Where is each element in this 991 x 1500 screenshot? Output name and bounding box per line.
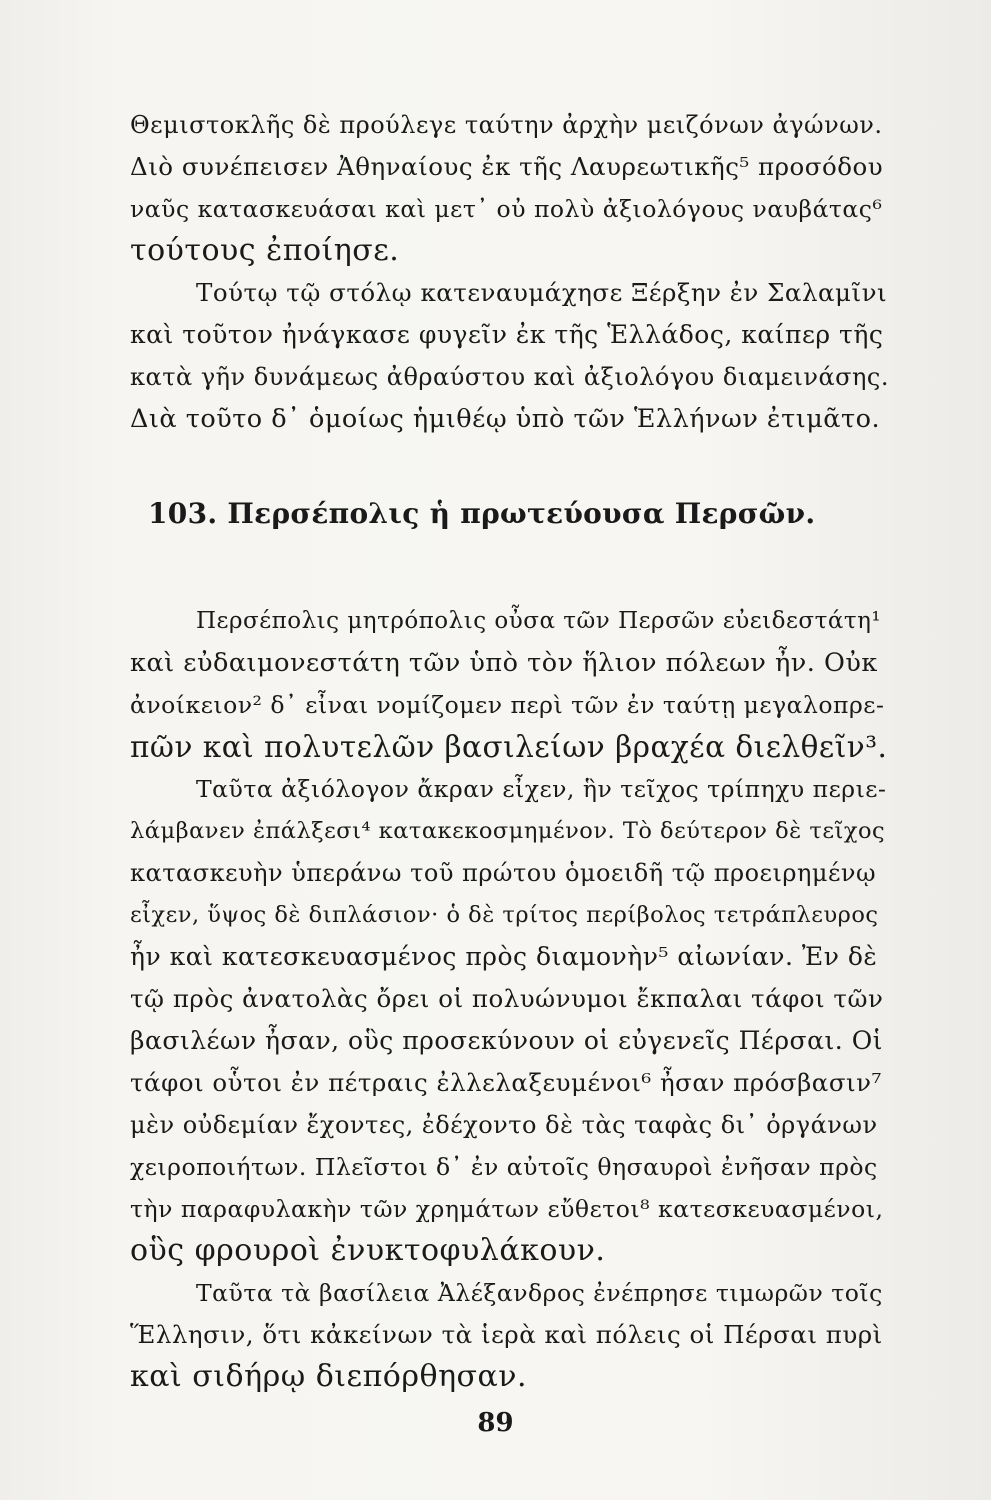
text-line: ἦν καὶ κατεσκευασμένος πρὸς διαμονὴν⁵ αἰωνίαν. Ἐν δὲ	[130, 942, 878, 971]
text-line: τούτους ἐποίησε.	[130, 233, 400, 268]
text-line: Διὸ συνέπεισεν Ἀθηναίους ἐκ τῆς Λαυρεωτικῆς⁵ προσόδου	[130, 152, 884, 181]
text-line: κατὰ γῆν δυνάμεως ἀθραύστου καὶ ἀξιολόγου διαμεινάσης.	[130, 363, 889, 391]
text-line: χειροποιήτων. Πλεῖστοι δ᾽ ἐν αὐτοῖς θησαυροὶ ἐνῆσαν πρὸς	[130, 1153, 878, 1181]
text-line: ναῦς κατασκευάσαι καὶ μετ᾽ οὐ πολὺ ἀξιολόγους ναυβάτας⁶	[130, 195, 883, 223]
paragraph-3	[130, 600, 890, 768]
text-line: καὶ τοῦτον ἠνάγκασε φυγεῖν ἐκ τῆς Ἑλλάδος, καίπερ τῆς	[130, 320, 884, 349]
page-number: 89	[477, 1408, 514, 1438]
section-title: Περσέπολις ἡ πρωτεύουσα Περσῶν.	[227, 497, 816, 530]
text-line: Ταῦτα ἀξιόλογον ἄκραν εἶχεν, ἣν τεῖχος τρίπηχυ περιε-	[196, 775, 887, 803]
text-line: Τούτῳ τῷ στόλῳ κατεναυμάχησε Ξέρξην ἐν Σαλαμῖνι	[196, 278, 888, 307]
text-line: ἀνοίκειον² δ᾽ εἶναι νομίζομεν περὶ τῶν ἐν ταύτῃ μεγαλοπρε-	[130, 691, 885, 719]
section-number: 103.	[148, 497, 218, 530]
text-line: πῶν καὶ πολυτελῶν βασιλείων βραχέα διελθεῖν³.	[130, 730, 888, 764]
paragraph-1	[130, 104, 890, 272]
text-line: Περσέπολις μητρόπολις οὖσα τῶν Περσῶν εὐειδεστάτη¹	[196, 608, 882, 634]
text-line: οὓς φρουροὶ ἐνυκτοφυλάκουν.	[130, 1233, 606, 1268]
text-line: κατασκευὴν ὑπεράνω τοῦ πρώτου ὁμοειδῆ τῷ προειρημένῳ	[130, 859, 877, 887]
text-line: λάμβανεν ἐπάλξεσι⁴ κατακεκοσμημένον. Τὸ δεύτερον δὲ τεῖχος	[130, 818, 886, 844]
text-block-lower	[130, 600, 890, 1398]
paragraph-4	[130, 768, 890, 1272]
text-line: Διὰ τοῦτο δ᾽ ὁμοίως ἡμιθέῳ ὑπὸ τῶν Ἑλλήνων ἐτιμᾶτο.	[130, 404, 881, 434]
text-line: τῷ πρὸς ἀνατολὰς ὄρει οἱ πολυώνυμοι ἔκπαλαι τάφοι τῶν	[130, 984, 884, 1013]
text-block-upper	[130, 104, 890, 440]
text-line: βασιλέων ἦσαν, οὓς προσεκύνουν οἱ εὐγενεῖς Πέρσαι. Οἱ	[130, 1026, 883, 1055]
text-line: καὶ εὐδαιμονεστάτη τῶν ὑπὸ τὸν ἥλιον πόλεων ἦν. Οὐκ	[130, 648, 878, 678]
paragraph-2	[130, 272, 890, 440]
text-line: εἶχεν, ὕψος δὲ διπλάσιον· ὁ δὲ τρίτος περίβολος τετράπλευρος	[130, 902, 879, 928]
text-line: μὲν οὐδεμίαν ἔχοντες, ἐδέχοντο δὲ τὰς ταφὰς δι᾽ ὀργάνων	[130, 1111, 878, 1139]
text-line: τάφοι οὗτοι ἐν πέτραις ἐλλελαξευμένοι⁶ ἦσαν πρόσβασιν⁷	[130, 1068, 882, 1097]
paragraph-5	[130, 1272, 890, 1398]
text-line: καὶ σιδήρῳ διεπόρθησαν.	[130, 1359, 528, 1394]
text-line: τὴν παραφυλακὴν τῶν χρημάτων εὔθετοι⁸ κατεσκευασμένοι,	[130, 1195, 884, 1223]
text-line: Ἕλλησιν, ὅτι κἀκείνων τὰ ἱερὰ καὶ πόλεις οἱ Πέρσαι πυρὶ	[130, 1320, 883, 1349]
text-line: Θεμιστοκλῆς δὲ προύλεγε ταύτην ἀρχὴν μειζόνων ἀγώνων.	[130, 111, 883, 139]
section-heading	[148, 497, 815, 530]
text-line: Ταῦτα τὰ βασίλεια Ἀλέξανδρος ἐνέπρησε τιμωρῶν τοῖς	[196, 1279, 883, 1307]
